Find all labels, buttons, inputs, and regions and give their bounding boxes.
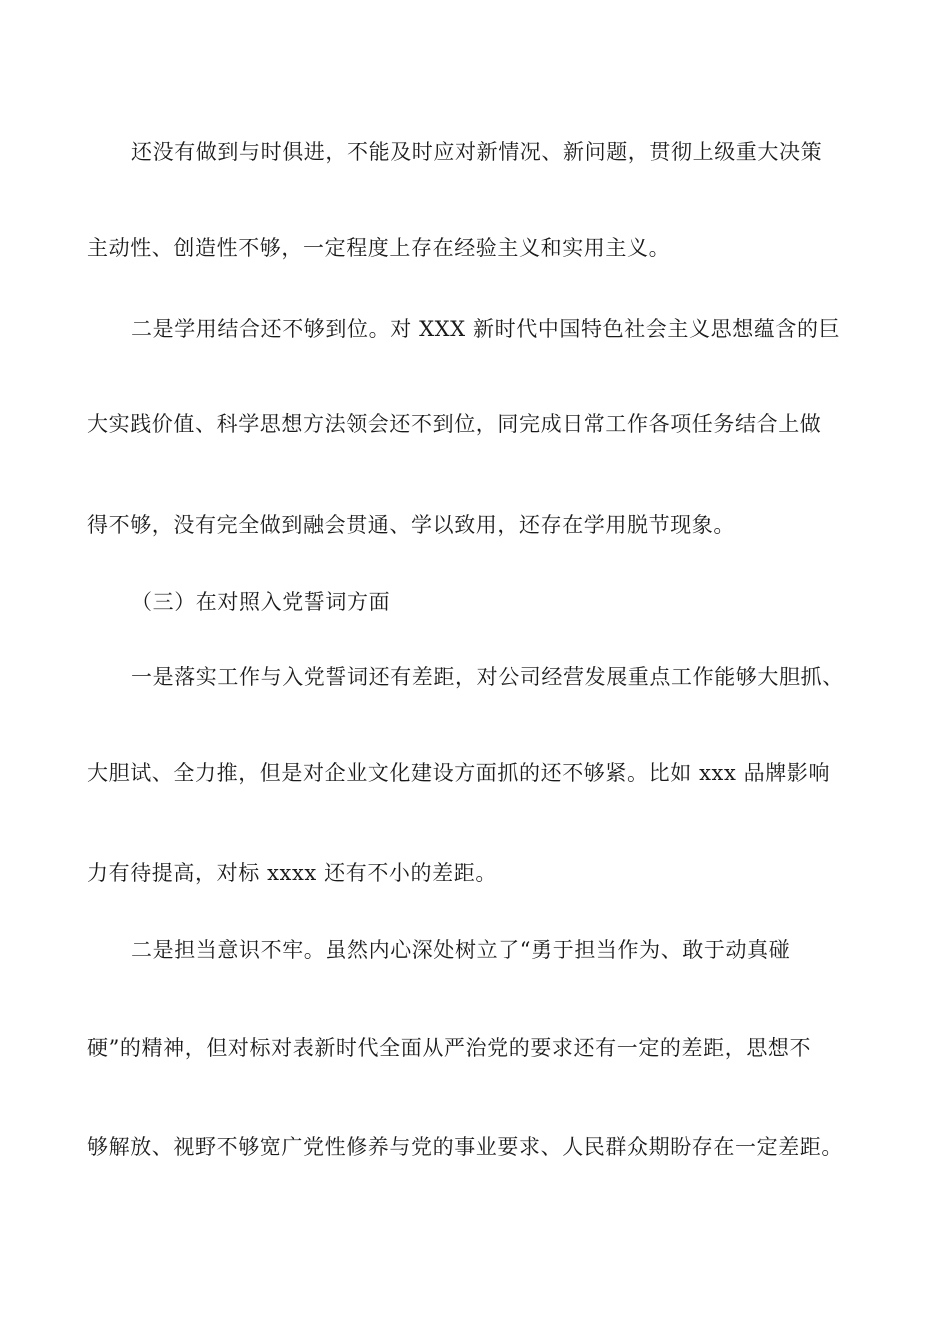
paragraph-line-7: 一是落实工作与入党誓词还有差距，对公司经营发展重点工作能够大胆抓、 <box>131 665 844 689</box>
paragraph-line-2: 主动性、创造性不够，一定程度上存在经验主义和实用主义。 <box>87 236 671 260</box>
paragraph-line-9: 力有待提高，对标 xxxx 还有不小的差距。 <box>87 861 497 885</box>
section-heading: （三）在对照入党誓词方面 <box>131 590 391 614</box>
paragraph-line-8: 大胆试、全力推，但是对企业文化建设方面抓的还不够紧。比如 xxx 品牌影响 <box>87 761 831 785</box>
paragraph-line-3: 二是学用结合还不够到位。对 XXX 新时代中国特色社会主义思想蕴含的巨 <box>131 317 841 341</box>
paragraph-line-4: 大实践价值、科学思想方法领会还不到位，同完成日常工作各项任务结合上做 <box>87 412 822 436</box>
paragraph-line-12: 够解放、视野不够宽广党性修养与党的事业要求、人民群众期盼存在一定差距。 <box>87 1135 843 1159</box>
paragraph-line-5: 得不够，没有完全做到融会贯通、学以致用，还存在学用脱节现象。 <box>87 513 735 537</box>
paragraph-line-1: 还没有做到与时俱进，不能及时应对新情况、新问题，贯彻上级重大决策 <box>131 140 823 164</box>
paragraph-line-11: 硬”的精神，但对标对表新时代全面从严治党的要求还有一定的差距，思想不 <box>87 1036 812 1060</box>
paragraph-line-10: 二是担当意识不牢。虽然内心深处树立了“勇于担当作为、敢于动真碰 <box>131 938 791 962</box>
